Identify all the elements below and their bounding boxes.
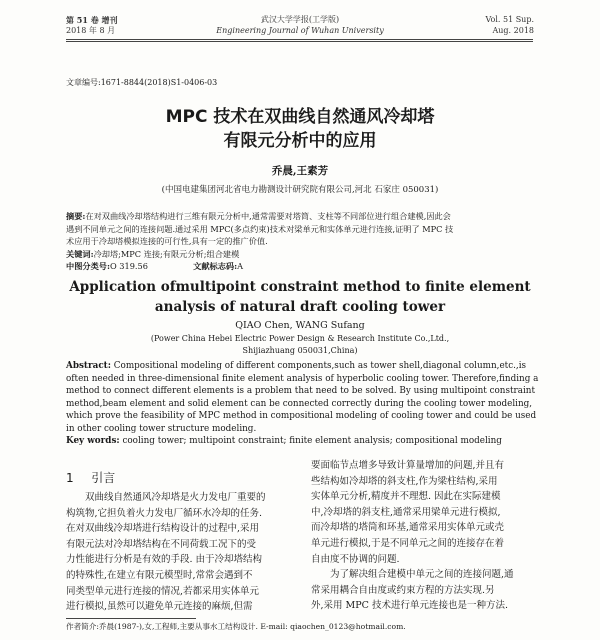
- doc-code-label: 文献标志码:: [193, 261, 238, 271]
- header-rule-double: [66, 41, 533, 42]
- section-title: 引言: [91, 471, 116, 485]
- paragraph-line: 双曲线自然通风冷却塔是火力发电厂重要的: [85, 492, 266, 503]
- keywords-cn-text: 冷却塔;MPC 连接;有限元分析;组合建模: [93, 248, 240, 259]
- title-cn-line1: MPC 技术在双曲线自然通风冷却塔: [165, 107, 435, 127]
- abstract-en-line: often needed in three-dimensional finite element analysis of hyperbolic cooling tower. Therefore,finding a: [66, 373, 539, 384]
- header-date: 2018 年 8 月: [66, 26, 116, 35]
- paragraph-line: 要面临节点增多导致计算量增加的问题,并且有: [311, 460, 505, 471]
- paragraph-line: 单元进行模拟,于是不同单元之间的连接存在着: [311, 537, 505, 549]
- affiliation-en-line2: Shijiazhuang 050031,China): [242, 346, 358, 355]
- header-volume: 第 51 卷 增刊: [66, 15, 118, 25]
- abstract-en-label: Abstract:: [66, 361, 111, 371]
- paragraph-line: 常采用耦合自由度或约束方程的方法实现.另: [311, 584, 495, 596]
- keywords-cn-label: 关键词:: [66, 248, 94, 259]
- article-number: 文章编号:1671-8844(2018)S1-0406-03: [66, 78, 218, 87]
- footnote-rule: [66, 618, 196, 619]
- title-en-line2: analysis of natural draft cooling tower: [154, 299, 446, 315]
- affiliation-cn: (中国电建集团河北省电力勘测设计研究院有限公司,河北 石家庄 050031): [161, 185, 439, 195]
- title-cn-line2: 有限元分析中的应用: [223, 131, 377, 151]
- abstract-cn-line: 遇到不同单元之间的连接问题.通过采用 MPC(多点约束)技术对梁单元和实体单元进行连接,证明了 MPC 技: [66, 223, 454, 234]
- right-column: [311, 458, 535, 614]
- paragraph-line: 构筑物,它担负着火力发电厂循环水冷却的任务.: [66, 507, 263, 519]
- header-date-en: Aug. 2018: [492, 26, 534, 35]
- footnote: 作者简介:乔晨(1987-),女,工程师,主要从事水工结构设计. E-mail: qiaochen_0123@hotmail.com.: [66, 622, 406, 631]
- authors-cn: 乔晨,王素芳: [271, 165, 329, 177]
- abstract-en-line: method,beam element and solid element can be connected correctly during the cooling tower modeling,: [66, 398, 533, 409]
- left-column: [66, 490, 294, 615]
- journal-name-cn: 武汉大学学报(工学版): [260, 15, 340, 24]
- abstract-en-line: method to connect different elements is a problem that need to be solved. By using multipoint constraint: [66, 386, 535, 396]
- paragraph-line: 些结构如冷却塔的斜支柱,作为梁柱结构,采用: [311, 475, 498, 487]
- paragraph-line: 的特殊性,在建立有限元模型时,常常会遇到不: [66, 569, 253, 581]
- keywords-en-label: Key words:: [66, 436, 120, 446]
- title-en-line1: Application ofmultipoint constraint method to finite element: [69, 279, 531, 295]
- abstract-cn-label: 摘要:: [66, 211, 86, 221]
- paragraph-line: 同类型单元进行连接的情况,若都采用实体单元: [66, 585, 260, 597]
- paragraph-line: 而冷却塔的塔筒和环基,通常采用实体单元或壳: [311, 522, 505, 534]
- paragraph-line: 为了解决组合建模中单元之间的连接问题,通: [330, 569, 514, 581]
- abstract-cn-line: 在对双曲线冷却塔结构进行三维有限元分析中,通常需要对塔筒、支柱等不同部位进行组合建模,因此会: [85, 211, 451, 221]
- paragraph-line: 力性能进行分析是有效的手段. 由于冷却塔结构: [66, 554, 263, 566]
- clc-label: 中图分类号:: [66, 261, 110, 271]
- paragraph-line: 自由度不协调的问题.: [311, 553, 400, 565]
- header-volume-en: Vol. 51 Sup.: [485, 15, 534, 24]
- abstract-en-line: Compositional modeling of different components,such as tower shell,diagonal column,etc.,is: [113, 361, 527, 371]
- section-number: 1: [66, 471, 74, 485]
- paragraph-line: 外,采用 MPC 技术进行单元连接也是一种方法.: [311, 600, 508, 612]
- authors-en: QIAO Chen, WANG Sufang: [235, 320, 365, 331]
- paragraph-line: 在对双曲线冷却塔进行结构设计的过程中,采用: [66, 523, 260, 535]
- paragraph-line: 有限元法对冷却塔结构在不同荷载工况下的受: [66, 538, 257, 550]
- section-heading: [66, 470, 115, 486]
- paragraph-line: 进行模拟,虽然可以避免单元连接的麻烦,但需: [66, 601, 253, 613]
- journal-name-en: Engineering Journal of Wuhan University: [216, 26, 384, 35]
- clc-value: O 319.56: [109, 261, 148, 271]
- paragraph-line: 实体单元分析,精度并不理想. 因此在实际建模: [311, 491, 501, 503]
- abstract-cn-line: 术应用于冷却塔模拟连接的可行性,具有一定的推广价值.: [66, 236, 268, 246]
- paragraph-line: 中,冷却塔的斜支柱,通常采用梁单元进行模拟,: [311, 506, 501, 518]
- abstract-cn: [66, 210, 536, 273]
- abstract-en-line: which prove the feasibility of MPC method in compositional modeling of cooling tower and could be used: [66, 411, 537, 421]
- affiliation-en-line1: (Power China Hebei Electric Power Design & Research Institute Co.,Ltd.,: [150, 334, 450, 343]
- header-rule: [66, 39, 533, 40]
- doc-code-value: A: [237, 261, 244, 271]
- abstract-en-line: in other cooling tower structure modeling.: [66, 423, 257, 434]
- abstract-en: [66, 360, 539, 448]
- keywords-en-text: cooling tower; multipoint constraint; finite element analysis; compositional modeling: [122, 436, 502, 446]
